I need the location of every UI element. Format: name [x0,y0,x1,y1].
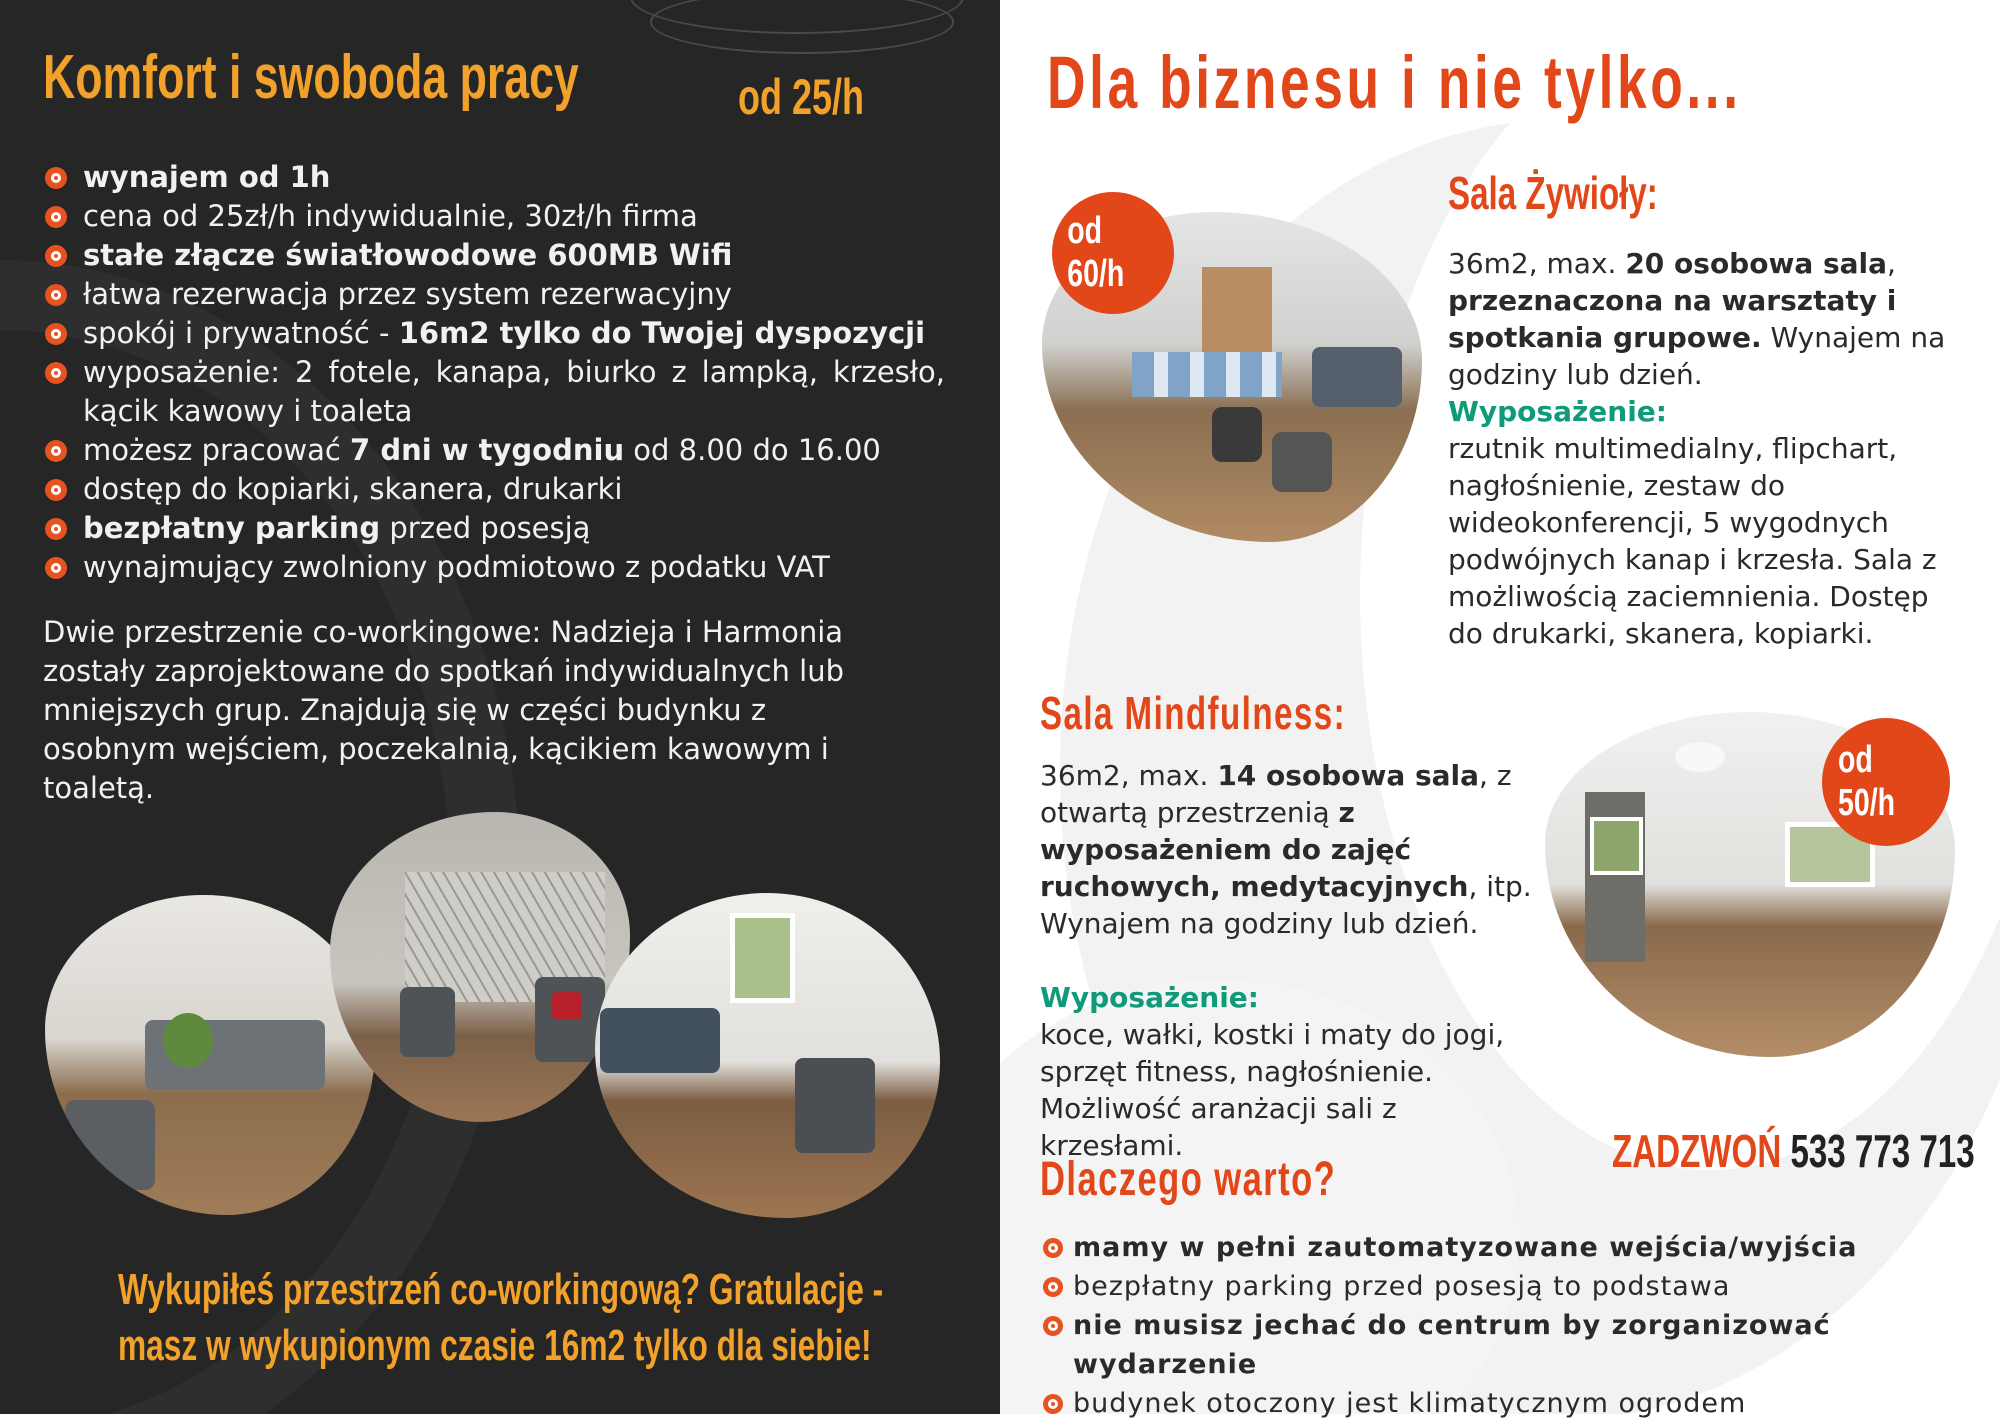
equipment-text: rzutnik multimedialny, flipchart, nagłośnienie, zestaw do wideokonferencji, 5 wygodnych podwójnych kanap i krzesła. Sala z możliwością zaciemnienia. Dostęp do drukarki, skanera, kopiarki. [1448,432,1937,650]
feature-item: wyposażenie: 2 fotele, kanapa, biurko z lampką, krzesło, kącik kawowy i toaleta [45,353,945,431]
left-panel [0,0,1000,1414]
feature-item: cena od 25zł/h indywidualnie, 30zł/h firma [45,197,945,236]
left-price: od 25/h [738,69,865,125]
bullet-icon [45,245,67,267]
photo-coworking-3 [595,893,940,1218]
feature-item: możesz pracować 7 dni w tygodniu od 8.00 do 16.00 [45,431,945,470]
sala-mindfulness-heading: Sala Mindfulness: [1040,687,1347,739]
feature-item: łatwa rezerwacja przez system rezerwacyjny [45,275,945,314]
why-item: nie musisz jechać do centrum by zorganizować wydarzenie [1043,1306,2000,1384]
bullet-icon [1043,1316,1063,1336]
phone-number[interactable]: 533 773 713 [1790,1125,1975,1177]
bullet-icon [1043,1394,1063,1414]
left-title: Komfort i swoboda pracy [43,43,579,112]
photo-coworking-1 [45,895,375,1215]
why-list [1043,1228,2000,1423]
coworking-description: Dwie przestrzenie co-workingowe: Nadzieja i Harmonia zostały zaprojektowane do spotkań indywidualnych lub mniejszych grup. Znajdują się w części budynku z osobnym wejściem, poczekalnią, kącikiem kawowym i toaletą. [43,615,844,805]
call-to-action [1612,1124,1975,1178]
feature-item: stałe złącze światłowodowe 600MB Wifi [45,236,945,275]
price-badge-text: od 60/h [1067,210,1125,295]
sala-zywioly-heading: Sala Żywioły: [1448,167,1658,219]
equipment-text: koce, wałki, kostki i maty do jogi, sprzęt fitness, nagłośnienie. Możliwość aranżacji sali z krzesłami. [1040,1018,1505,1162]
feature-item: bezpłatny parking przed posesją [45,509,945,548]
price-badge-sala-mindfulness [1822,718,1950,846]
feature-item: wynajmujący zwolniony podmiotowo z podatku VAT [45,548,945,587]
why-heading: Dlaczego warto? [1040,1153,1337,1206]
why-item: budynek otoczony jest klimatycznym ogrodem [1043,1384,2000,1423]
left-footer-line-1: Wykupiłeś przestrzeń co-workingową? Gratulacje - [118,1265,884,1314]
equipment-label: Wyposażenie: [1448,395,1667,428]
sala-mindfulness-description: 36m2, max. 14 osobowa sala, z otwartą przestrzenią z wyposażeniem do zajęć ruchowych, medytacyjnych, itp. Wynajem na godziny lub dzień. Wyposażenie: koce, wałki, kostki i maty do jogi, sprzęt fitness, nagłośnienie. Możliwość aranżacji sali z krzesłami. [1040,759,1532,1162]
left-footer-line-2: masz w wykupionym czasie 16m2 tylko dla siebie! [118,1321,872,1370]
price-badge-sala-zywioly [1052,192,1174,314]
decor-swirl [650,0,954,54]
bullet-icon [45,557,67,579]
bullet-icon [45,167,67,189]
price-badge-text: od 50/h [1838,739,1896,824]
bullet-icon [1043,1238,1063,1258]
why-item: bezpłatny parking przed posesją to podstawa [1043,1267,2000,1306]
bullet-icon [45,362,67,384]
bullet-icon [45,284,67,306]
bullet-icon [45,206,67,228]
call-label: ZADZWOŃ [1612,1125,1782,1177]
bullet-icon [45,479,67,501]
why-item: mamy w pełni zautomatyzowane wejścia/wyjścia [1043,1228,2000,1267]
right-title: Dla biznesu i nie tylko... [1047,41,1742,124]
bullet-icon [45,518,67,540]
feature-item: spokój i prywatność - 16m2 tylko do Twojej dyspozycji [45,314,945,353]
sala-zywioly-description: 36m2, max. 20 osobowa sala, przeznaczona na warsztaty i spotkania grupowe. Wynajem na godziny lub dzień. Wyposażenie: rzutnik multimedialny, flipchart, nagłośnienie, zestaw do wideokonferencji, 5 wygodnych podwójnych kanap i krzesła. Sala z możliwością zaciemnienia. Dostęp do drukarki, skanera, kopiarki. [1448,247,1946,650]
feature-item: wynajem od 1h [45,158,945,197]
feature-item: dostęp do kopiarki, skanera, drukarki [45,470,945,509]
bullet-icon [1043,1277,1063,1297]
bullet-icon [45,440,67,462]
equipment-label: Wyposażenie: [1040,981,1259,1014]
feature-list [45,158,945,587]
bullet-icon [45,323,67,345]
